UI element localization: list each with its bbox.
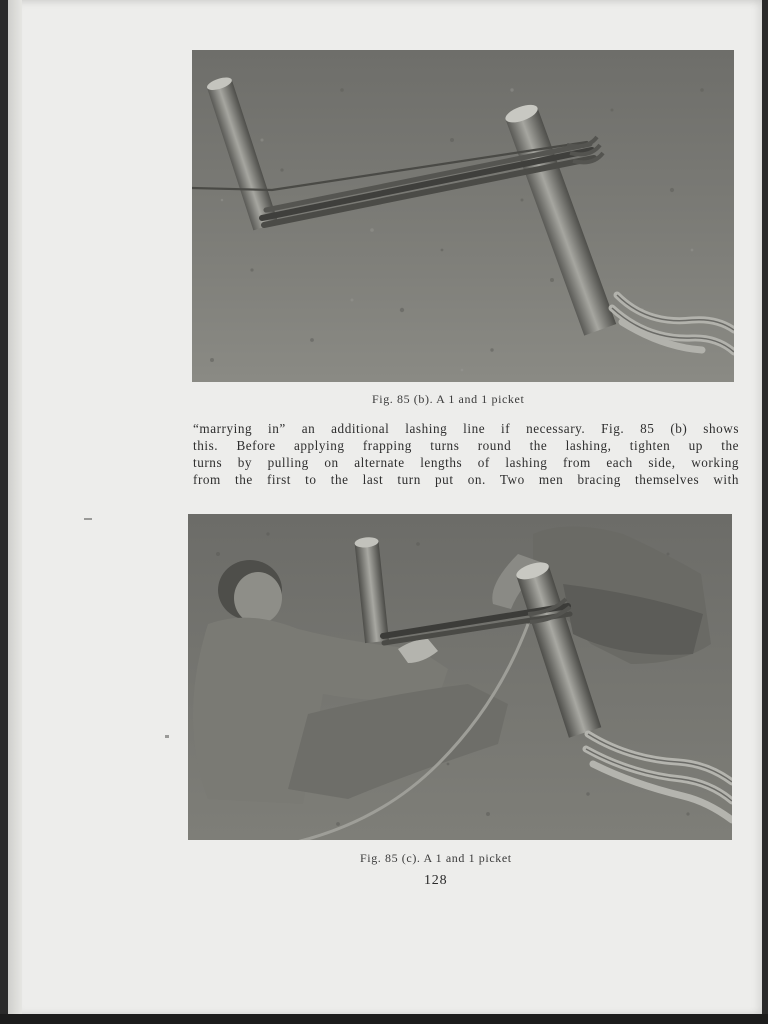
scan-mark bbox=[165, 735, 169, 738]
figure-85b-caption: Fig. 85 (b). A 1 and 1 picket bbox=[372, 392, 525, 406]
page-binding-edge bbox=[8, 0, 22, 1016]
body-line: turns by pulling on alternate lengths of lashing from each side, working bbox=[193, 455, 739, 470]
body-line: “marrying in” an additional lashing line if necessary. Fig. 85 (b) shows bbox=[193, 421, 739, 436]
figure-85c-photo bbox=[188, 514, 732, 840]
body-line: this. Before applying frapping turns round the lashing, tighten up the bbox=[193, 438, 739, 453]
scan-bottom-border bbox=[0, 1014, 768, 1024]
body-line: from the first to the last turn put on. Two men bracing themselves with bbox=[193, 472, 739, 487]
page-number: 128 bbox=[424, 873, 448, 888]
scan-mark bbox=[84, 518, 92, 520]
figure-85b-photo bbox=[192, 50, 734, 382]
figure-85c-caption: Fig. 85 (c). A 1 and 1 picket bbox=[360, 851, 512, 865]
body-paragraph bbox=[193, 420, 739, 488]
